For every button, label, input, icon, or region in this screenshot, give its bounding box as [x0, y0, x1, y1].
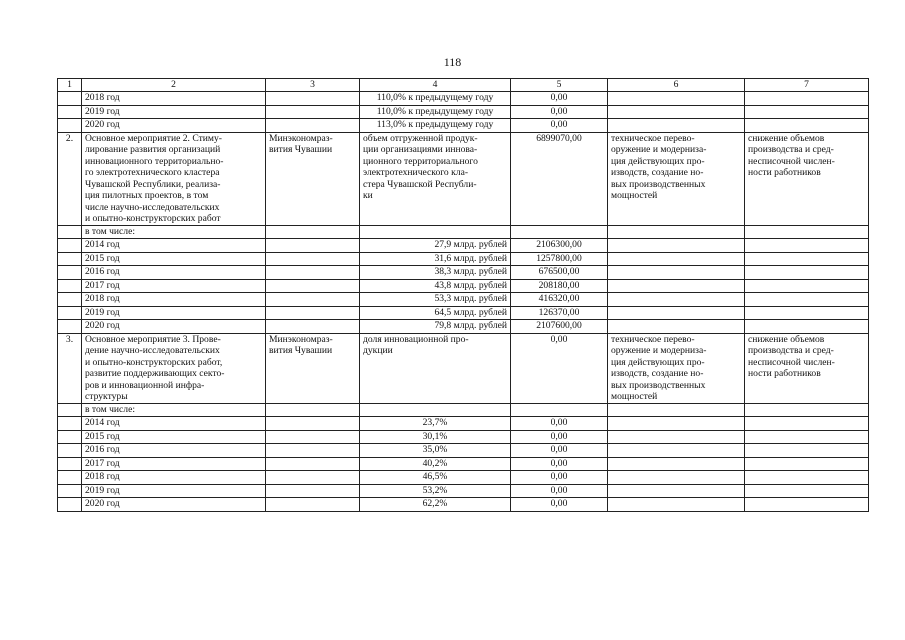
measure-executor-line: Минэкономраз- — [269, 132, 333, 144]
measure-title-line: и опытно-конструкторских работ, — [85, 356, 223, 368]
risk-cell — [745, 92, 869, 106]
result-cell — [608, 239, 745, 253]
year-cell: 2015 год — [82, 252, 266, 266]
table-cell — [608, 403, 745, 417]
table-row — [58, 444, 869, 458]
number-cell — [58, 484, 82, 498]
amount-cell: 0,00 — [511, 430, 608, 444]
result-cell — [608, 457, 745, 471]
including-label: в том числе: — [82, 403, 266, 417]
measure-title-line: ция пилотных проектов, в том — [85, 190, 209, 201]
indicator-cell: 46,5% — [360, 471, 511, 485]
column-header: 6 — [608, 79, 745, 92]
number-cell — [58, 444, 82, 458]
measure-row — [58, 132, 869, 225]
executor-cell — [266, 444, 360, 458]
executor-cell — [266, 266, 360, 280]
risk-cell — [745, 417, 869, 431]
result-cell — [608, 105, 745, 119]
amount-cell: 0,00 — [511, 417, 608, 431]
indicator-cell: 27,9 млрд. рублей — [360, 239, 511, 253]
indicator-cell: 110,0% к предыдущему году — [360, 105, 511, 119]
measure-result-line: вых производственных — [611, 379, 706, 391]
year-cell: 2017 год — [82, 279, 266, 293]
measure-risk-line: снижение объемов — [748, 333, 825, 345]
amount-cell: 2107600,00 — [511, 320, 608, 334]
risk-cell — [745, 306, 869, 320]
measure-result — [608, 132, 745, 225]
table-row — [58, 471, 869, 485]
result-cell — [608, 293, 745, 307]
measure-indicator-line: ционного территориального — [363, 155, 478, 167]
indicator-cell: 23,7% — [360, 417, 511, 431]
executor-cell — [266, 306, 360, 320]
program-measures-table — [57, 78, 869, 512]
measure-executor-line: вития Чувашии — [269, 144, 333, 155]
amount-cell: 208180,00 — [511, 279, 608, 293]
executor-cell — [266, 498, 360, 512]
risk-cell — [745, 105, 869, 119]
measure-amount: 0,00 — [511, 333, 608, 403]
risk-cell — [745, 471, 869, 485]
executor-cell — [266, 239, 360, 253]
risk-cell — [745, 266, 869, 280]
table-row — [58, 457, 869, 471]
amount-cell: 676500,00 — [511, 266, 608, 280]
risk-cell — [745, 498, 869, 512]
table-cell — [608, 225, 745, 239]
executor-cell — [266, 430, 360, 444]
measure-row — [58, 333, 869, 403]
measure-result-line: ция действующих про- — [611, 356, 705, 368]
year-cell: 2015 год — [82, 430, 266, 444]
measure-result-line: мощностей — [611, 190, 658, 201]
number-cell — [58, 92, 82, 106]
measure-result-line: мощностей — [611, 391, 658, 402]
column-number-header-row — [58, 79, 869, 92]
measure-title-line: ров и инновационной инфра- — [85, 379, 205, 391]
year-cell: 2020 год — [82, 320, 266, 334]
table-row — [58, 239, 869, 253]
measure-title-line: го электротехнического кластера — [85, 167, 220, 178]
risk-cell — [745, 119, 869, 133]
measure-title-line: числе научно-исследовательских — [85, 201, 220, 213]
executor-cell — [266, 484, 360, 498]
measure-title — [82, 132, 266, 225]
measure-risk-line: производства и сред- — [748, 345, 834, 356]
risk-cell — [745, 457, 869, 471]
amount-cell: 126370,00 — [511, 306, 608, 320]
indicator-cell: 113,0% к предыдущему году — [360, 119, 511, 133]
number-cell — [58, 293, 82, 307]
executor-cell — [266, 320, 360, 334]
risk-cell — [745, 293, 869, 307]
risk-cell — [745, 484, 869, 498]
table-row — [58, 293, 869, 307]
measure-indicator-line: доля инновационной про- — [363, 333, 469, 345]
measure-title-line: и опытно-конструкторских работ — [85, 213, 221, 224]
measure-indicator-line: дукции — [363, 345, 393, 356]
year-cell: 2019 год — [82, 306, 266, 320]
measure-indicator-line: объем отгруженной продук- — [363, 132, 478, 144]
column-header: 1 — [58, 79, 82, 92]
measure-result-line: вых производственных — [611, 178, 706, 190]
risk-cell — [745, 252, 869, 266]
table-cell — [266, 225, 360, 239]
table-row — [58, 92, 869, 106]
measure-risk-line: ности работников — [748, 368, 821, 379]
amount-cell: 416320,00 — [511, 293, 608, 307]
indicator-cell: 53,3 млрд. рублей — [360, 293, 511, 307]
executor-cell — [266, 119, 360, 133]
result-cell — [608, 92, 745, 106]
result-cell — [608, 320, 745, 334]
table-cell — [511, 403, 608, 417]
measure-risk — [745, 132, 869, 225]
year-cell: 2018 год — [82, 471, 266, 485]
measure-title-line: структуры — [85, 391, 128, 402]
indicator-cell: 110,0% к предыдущему году — [360, 92, 511, 106]
measure-title-line: Основное мероприятие 3. Прове- — [85, 333, 221, 345]
measure-result-line: оружение и модерниза- — [611, 345, 707, 356]
number-cell — [58, 306, 82, 320]
table-row — [58, 266, 869, 280]
indicator-cell: 43,8 млрд. рублей — [360, 279, 511, 293]
measure-title-line: Чувашской Республики, реализа- — [85, 178, 221, 190]
number-cell — [58, 498, 82, 512]
table-cell — [266, 403, 360, 417]
amount-cell: 0,00 — [511, 484, 608, 498]
measure-indicator — [360, 132, 511, 225]
result-cell — [608, 119, 745, 133]
result-cell — [608, 306, 745, 320]
measure-risk-line: снижение объемов — [748, 132, 825, 144]
year-cell: 2019 год — [82, 484, 266, 498]
measure-number: 2. — [58, 132, 82, 225]
risk-cell — [745, 239, 869, 253]
number-cell — [58, 119, 82, 133]
result-cell — [608, 498, 745, 512]
executor-cell — [266, 105, 360, 119]
year-cell: 2017 год — [82, 457, 266, 471]
number-cell — [58, 430, 82, 444]
measure-title-line: дение научно-исследовательских — [85, 345, 220, 356]
measure-executor-line: Минэкономраз- — [269, 333, 333, 345]
table-row — [58, 252, 869, 266]
measure-result — [608, 333, 745, 403]
result-cell — [608, 484, 745, 498]
number-cell — [58, 457, 82, 471]
table-cell — [511, 225, 608, 239]
amount-cell: 0,00 — [511, 498, 608, 512]
table-row — [58, 119, 869, 133]
year-cell: 2016 год — [82, 444, 266, 458]
measure-title-line: Основное мероприятие 2. Стиму- — [85, 132, 222, 144]
table-row — [58, 498, 869, 512]
table-row — [58, 320, 869, 334]
number-cell — [58, 239, 82, 253]
measure-title-line: лирование развития организаций — [85, 144, 221, 155]
measure-result-line: изводств, создание но- — [611, 167, 704, 178]
measure-amount: 6899070,00 — [511, 132, 608, 225]
column-header: 4 — [360, 79, 511, 92]
executor-cell — [266, 279, 360, 293]
amount-cell: 0,00 — [511, 105, 608, 119]
indicator-cell: 62,2% — [360, 498, 511, 512]
executor-cell — [266, 293, 360, 307]
indicator-cell: 53,2% — [360, 484, 511, 498]
table-row — [58, 430, 869, 444]
measure-indicator-line: ки — [363, 190, 373, 201]
table-row — [58, 484, 869, 498]
year-cell: 2020 год — [82, 119, 266, 133]
result-cell — [608, 430, 745, 444]
including-row — [58, 403, 869, 417]
number-cell — [58, 266, 82, 280]
amount-cell: 0,00 — [511, 444, 608, 458]
indicator-cell: 79,8 млрд. рублей — [360, 320, 511, 334]
measure-risk — [745, 333, 869, 403]
result-cell — [608, 417, 745, 431]
risk-cell — [745, 430, 869, 444]
measure-result-line: техническое перево- — [611, 132, 695, 144]
table-row — [58, 105, 869, 119]
measure-indicator-line: ции организациями иннова- — [363, 144, 478, 155]
number-cell — [58, 279, 82, 293]
measure-result-line: оружение и модерниза- — [611, 144, 707, 155]
year-cell: 2018 год — [82, 92, 266, 106]
indicator-cell: 40,2% — [360, 457, 511, 471]
page-number: 118 — [443, 55, 462, 69]
result-cell — [608, 279, 745, 293]
number-cell — [58, 403, 82, 417]
result-cell — [608, 444, 745, 458]
measure-indicator-line: электротехнического кла- — [363, 167, 469, 178]
number-cell — [58, 105, 82, 119]
indicator-cell: 64,5 млрд. рублей — [360, 306, 511, 320]
including-label: в том числе: — [82, 225, 266, 239]
column-header: 5 — [511, 79, 608, 92]
amount-cell: 0,00 — [511, 471, 608, 485]
year-cell: 2018 год — [82, 293, 266, 307]
measure-executor — [266, 333, 360, 403]
measure-indicator-line: стера Чувашской Республи- — [363, 178, 477, 190]
executor-cell — [266, 457, 360, 471]
year-cell: 2014 год — [82, 239, 266, 253]
amount-cell: 0,00 — [511, 457, 608, 471]
number-cell — [58, 320, 82, 334]
table-cell — [745, 225, 869, 239]
year-cell: 2020 год — [82, 498, 266, 512]
table-row — [58, 417, 869, 431]
risk-cell — [745, 279, 869, 293]
amount-cell: 0,00 — [511, 119, 608, 133]
indicator-cell: 35,0% — [360, 444, 511, 458]
year-cell: 2019 год — [82, 105, 266, 119]
measure-number: 3. — [58, 333, 82, 403]
indicator-cell: 31,6 млрд. рублей — [360, 252, 511, 266]
column-header: 2 — [82, 79, 266, 92]
measure-risk-line: ности работников — [748, 167, 821, 178]
including-row — [58, 225, 869, 239]
result-cell — [608, 252, 745, 266]
table-cell — [360, 225, 511, 239]
risk-cell — [745, 444, 869, 458]
indicator-cell: 38,3 млрд. рублей — [360, 266, 511, 280]
measure-indicator — [360, 333, 511, 403]
table-row — [58, 279, 869, 293]
measure-result-line: техническое перево- — [611, 333, 695, 345]
table-cell — [745, 403, 869, 417]
number-cell — [58, 252, 82, 266]
executor-cell — [266, 92, 360, 106]
measure-risk-line: производства и сред- — [748, 144, 834, 155]
amount-cell: 0,00 — [511, 92, 608, 106]
measure-risk-line: несписочной числен- — [748, 356, 835, 368]
number-cell — [58, 225, 82, 239]
year-cell: 2016 год — [82, 266, 266, 280]
amount-cell: 1257800,00 — [511, 252, 608, 266]
measure-title — [82, 333, 266, 403]
table-row — [58, 306, 869, 320]
measure-title-line: развитие поддерживающих секто- — [85, 368, 225, 379]
year-cell: 2014 год — [82, 417, 266, 431]
measure-executor — [266, 132, 360, 225]
table-cell — [360, 403, 511, 417]
measure-title-line: инновационного территориально- — [85, 155, 224, 167]
indicator-cell: 30,1% — [360, 430, 511, 444]
result-cell — [608, 266, 745, 280]
number-cell — [58, 471, 82, 485]
executor-cell — [266, 471, 360, 485]
measure-result-line: изводств, создание но- — [611, 368, 704, 379]
result-cell — [608, 471, 745, 485]
column-header: 3 — [266, 79, 360, 92]
measure-risk-line: несписочной числен- — [748, 155, 835, 167]
risk-cell — [745, 320, 869, 334]
number-cell — [58, 417, 82, 431]
measure-executor-line: вития Чувашии — [269, 345, 333, 356]
executor-cell — [266, 252, 360, 266]
executor-cell — [266, 417, 360, 431]
column-header: 7 — [745, 79, 869, 92]
measure-result-line: ция действующих про- — [611, 155, 705, 167]
amount-cell: 2106300,00 — [511, 239, 608, 253]
